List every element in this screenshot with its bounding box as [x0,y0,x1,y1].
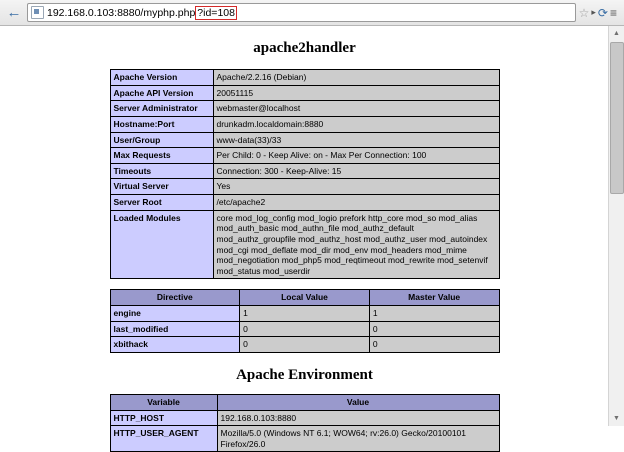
back-arrow-icon[interactable]: ← [6,4,22,21]
table-row [110,148,499,164]
table-row [110,132,499,148]
row-value: Connection: 300 - Keep-Alive: 15 [213,163,499,179]
row-key: Hostname:Port [110,116,213,132]
row-key: Loaded Modules [110,210,213,279]
row-key: Virtual Server [110,179,213,195]
column-header-directive: Directive [110,290,240,306]
apache-environment-table [110,394,500,452]
scroll-down-arrow-icon[interactable]: ▼ [609,411,624,426]
row-value: core mod_log_config mod_logio prefork http_core mod_so mod_alias mod_auth_basic mod_authn_file mod_authz_default mod_authz_groupfile mod_authz_host mod_authz_user mod_autoindex mod_cgi mod_deflate mod_dir mod_env mod_headers mod_mime mod_negotiation mod_php5 mod_reqtimeout mod_rewrite mod_setenvif mod_status mod_userdir [213,210,499,279]
site-favicon-icon [31,6,44,19]
table-row [110,101,499,117]
row-value: www-data(33)/33 [213,132,499,148]
browser-toolbar [0,0,624,26]
cell-directive: xbithack [110,337,240,353]
row-value: Per Child: 0 - Keep Alive: on - Max Per Connection: 100 [213,148,499,164]
cell-master-value: 0 [369,321,499,337]
row-value: /etc/apache2 [213,195,499,211]
cell-local-value: 0 [240,321,370,337]
cell-master-value: 1 [369,306,499,322]
column-header-master-value: Master Value [369,290,499,306]
cell-master-value: 0 [369,337,499,353]
table-row [110,306,499,322]
table-row [110,85,499,101]
cell-directive: last_modified [110,321,240,337]
address-bar[interactable] [27,3,576,22]
cell-value: 192.168.0.103:8880 [217,410,499,426]
cell-local-value: 0 [240,337,370,353]
toolbar-right-group [579,6,620,20]
table-row [110,179,499,195]
table-header-row [110,290,499,306]
row-value: Apache/2.2.16 (Debian) [213,70,499,86]
address-bar-url: 192.168.0.103:8880/myphp.php [47,6,196,19]
scroll-up-arrow-icon[interactable]: ▲ [609,26,624,41]
vertical-scrollbar[interactable] [608,26,624,426]
menu-icon[interactable]: ≡ [609,5,618,20]
address-bar-url-highlight: ?id=108 [197,6,235,19]
row-key: Apache Version [110,70,213,86]
apache-info-table [110,69,500,279]
cell-variable: HTTP_HOST [110,410,217,426]
row-value: 20051115 [213,85,499,101]
page-content [0,26,624,449]
row-key: Apache API Version [110,85,213,101]
table-row [110,321,499,337]
row-value: Yes [213,179,499,195]
row-key: Server Administrator [110,101,213,117]
column-header-local-value: Local Value [240,290,370,306]
scroll-viewport [0,26,609,449]
table-row [110,410,499,426]
cell-variable: HTTP_USER_AGENT [110,426,217,452]
directive-table [110,289,500,353]
cell-value: Mozilla/5.0 (Windows NT 6.1; WOW64; rv:26.0) Gecko/20100101 Firefox/26.0 [217,426,499,452]
cell-directive: engine [110,306,240,322]
row-key: Max Requests [110,148,213,164]
row-key: Server Root [110,195,213,211]
column-header-variable: Variable [110,394,217,410]
table-header-row [110,394,499,410]
row-value: webmaster@localhost [213,101,499,117]
table-row [110,116,499,132]
scrollbar-thumb[interactable] [610,42,624,194]
page-title: apache2handler [253,40,356,56]
column-header-value: Value [217,394,499,410]
table-row [110,70,499,86]
section-title-apache-environment: Apache Environment [236,366,373,383]
star-icon[interactable]: ☆ [578,5,590,20]
table-row [110,163,499,179]
row-value: drunkadm.localdomain:8880 [213,116,499,132]
row-key: User/Group [110,132,213,148]
reload-icon[interactable]: ⟳ [597,5,608,20]
table-row [110,426,499,452]
table-row [110,210,499,279]
cell-local-value: 1 [240,306,370,322]
table-row [110,337,499,353]
chevron-right-icon[interactable]: ▸ [591,7,596,17]
row-key: Timeouts [110,163,213,179]
table-row [110,195,499,211]
